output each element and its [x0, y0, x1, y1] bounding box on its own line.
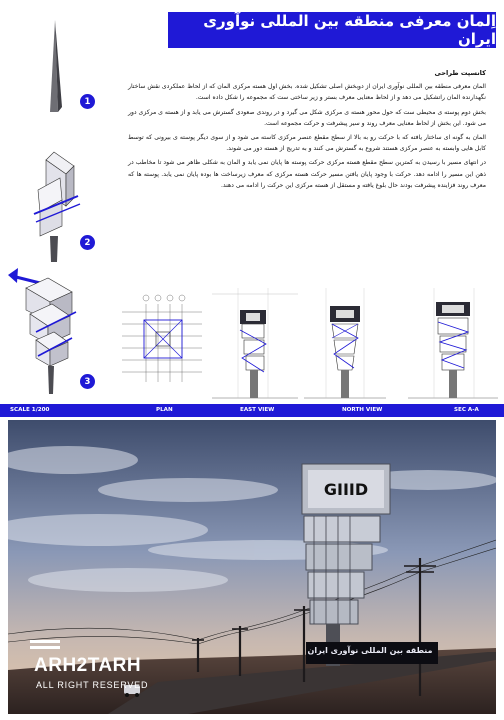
technical-drawings: [118, 282, 502, 402]
east-view-drawing: [212, 288, 298, 398]
plan-label: PLAN: [156, 407, 173, 413]
drawing-label-bar: [0, 404, 504, 417]
section-drawing: [408, 288, 498, 398]
step-1-badge: 1: [80, 94, 95, 109]
concept-diagrams: [0, 0, 125, 404]
concept-paragraph: المان معرفی منطقه بین المللی نوآوری ایران از دوبخش اصلی تشکیل شده. بخش اول هسته مرکزی المان که از لحاظ عملکردی نقش ساختار نگهدارنده المان راتشکیل می دهد و از لحاظ معنایی معرف بستر و زیر ساختی ست که مجموعه را شکل داده است.: [128, 83, 486, 102]
east-view-label: EAST VIEW: [240, 407, 275, 413]
page-title: اِلمان معرفی منطقه بین المللی نوآوری ایران: [168, 12, 496, 48]
concept-heading: کانسپت طراحی: [434, 69, 486, 77]
section-label: SEC A-A: [454, 407, 479, 413]
plan-drawing: [122, 295, 202, 382]
concept-paragraph: المان به گونه ای ساختار یافته که با حرکت رو به بالا از سطح مقطع عنصر مرکزی کاسته می شود و از سوی دیگر پوسته ی بیرونی که توسط کابل هایی وابسته به عنصر مرکزی هستند شروع به گسترش می کنند و به تدریج از هسته دور می شوند.: [128, 134, 486, 153]
watermark-logo-text: ARH2TARH: [34, 655, 142, 676]
step-3-badge: 3: [80, 374, 95, 389]
step-2-badge: 2: [80, 235, 95, 250]
watermark-rights-text: ALL RIGHT RESERVED: [36, 680, 149, 690]
north-view-drawing: [304, 288, 386, 398]
diagram-core-with-shells: [34, 152, 80, 262]
north-view-label: NORTH VIEW: [342, 407, 383, 413]
concept-paragraph: در انتهای مسیر با رسیدن به کمترین سطح مقطع هسته مرکزی حرکت پوسته ها پایان نمی یابد و المان به شکلی ظاهر می شود تا مخاطب در ذهن این مسیر را ادامه دهد. حرکت با وجود پایان یافتن مسیر حرکت هسته مرکزی که معرف زیرساخت ها بوده پایان نمی یابد. پوسته ها که معرف روند فزاینده پیشرفت بودند حال بلوغ یافته و مستقل از هسته مرکزی این حرکت را ادامه می دهند.: [128, 159, 486, 189]
billboard-text: منطقه بین المللی نوآوری ایران: [307, 645, 433, 655]
concept-paragraph: بخش دوم پوسته ی محیطی ست که حول محور هسته ی مرکزی شکل می گیرد و در روندی صعودی گسترش می یابد و از هسته ی مرکزی دور می شود. این بخش از لحاظ معنایی معرف روند و سیر پیشرفت و حرکت مجموعه است.: [128, 108, 486, 127]
scale-label: SCALE 1/200: [10, 407, 50, 413]
diagram-expanding-shells: [8, 268, 76, 394]
concept-text-block: [128, 68, 486, 194]
svg-text:GIIID: GIIID: [323, 480, 369, 499]
diagram-core-obelisk: [50, 20, 62, 112]
